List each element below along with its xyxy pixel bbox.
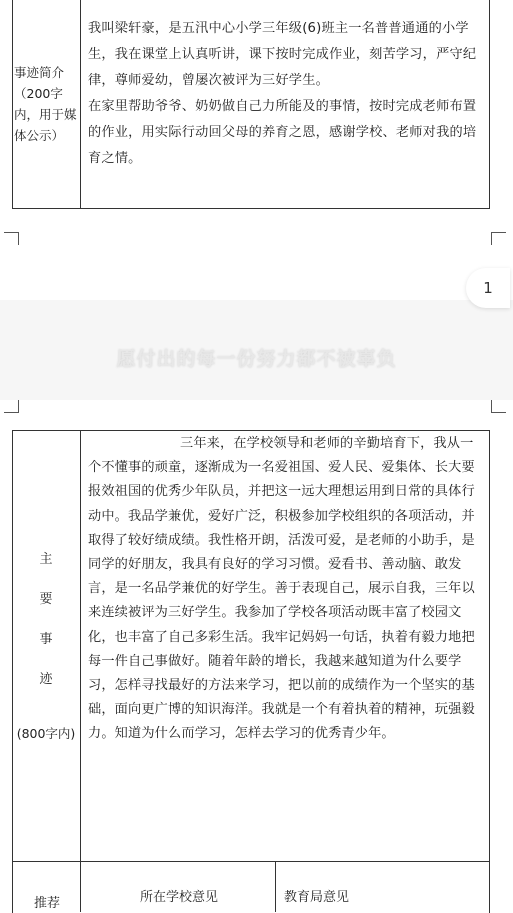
summary-label: 事迹简介（200字内，用于媒体公示）: [14, 65, 77, 143]
main-deeds-content: 三年来，在学校领导和老师的辛勤培育下，我从一个不懂事的顽童，逐渐成为一名爱祖国、爱人民、爱集体、长大要报效祖国的优秀少年队员，并把这一远大理想运用到日常的具体行动中。我品学兼优，爱好广泛，积极参加学校组织的各项活动，并取得了较好绩成绩。我性格开朗，活泼可爱，是老师的小助手，是同学的好朋友，我具有良好的学习习惯。爱看书、善动脑、敢发言，是一名品学兼优的好学生。善于表现自己，展示自我，三年以来连续被评为三好学生。我参加了学校各项活动既丰富了校园文化，也丰富了自己多彩生活。我牢记妈妈一句话，执着有毅力地把每一件自己事做好。随着年龄的增长，我越来越知道为什么要学习，怎样寻找最好的方法来学习，把以前的成绩作为一个坚实的基础，面向更广博的知识海洋。我就是一个有着执着的精神，玩强毅力。知道为什么而学习，怎样去学习的优秀青少年。: [88, 436, 475, 742]
table-divider: [80, 0, 81, 208]
school-opinion-label: 所在学校意见: [140, 890, 219, 905]
recommend-label: 推荐: [34, 896, 61, 911]
bureau-opinion-label: 教育局意见: [284, 890, 350, 905]
watermark-text: 愿付出的每一份努力都不被辜负: [116, 348, 397, 370]
label-char: 迹: [39, 672, 53, 687]
label-char: 事: [39, 632, 53, 647]
page-number-badge[interactable]: 1: [466, 268, 510, 308]
page-corner-mark: [4, 232, 19, 245]
summary-content: [88, 16, 482, 172]
word-limit-note: (800字内): [16, 726, 76, 741]
main-deeds-label: [12, 548, 80, 708]
page-corner-mark: [4, 400, 19, 413]
table-divider: [275, 861, 276, 912]
page-corner-mark: [491, 232, 506, 245]
page-corner-mark: [491, 400, 506, 413]
label-char: 要: [39, 592, 53, 607]
label-char: 主: [39, 552, 53, 567]
table-row-divider: [12, 861, 489, 862]
table-divider: [80, 430, 81, 912]
summary-paragraph: 在家里帮助爷爷、奶奶做自己力所能及的事情，按时完成老师布置的作业，用实际行动回父母的养育之恩，感谢学校、老师对我的培育之情。: [88, 99, 477, 166]
summary-paragraph: 我叫梁轩豪，是五汛中心小学三年级(6)班主一名普普通通的小学生，我在课堂上认真听讲，课下按时完成作业，刻苦学习，严守纪律，尊师爱幼，曾屡次被评为三好学生。: [88, 21, 477, 88]
